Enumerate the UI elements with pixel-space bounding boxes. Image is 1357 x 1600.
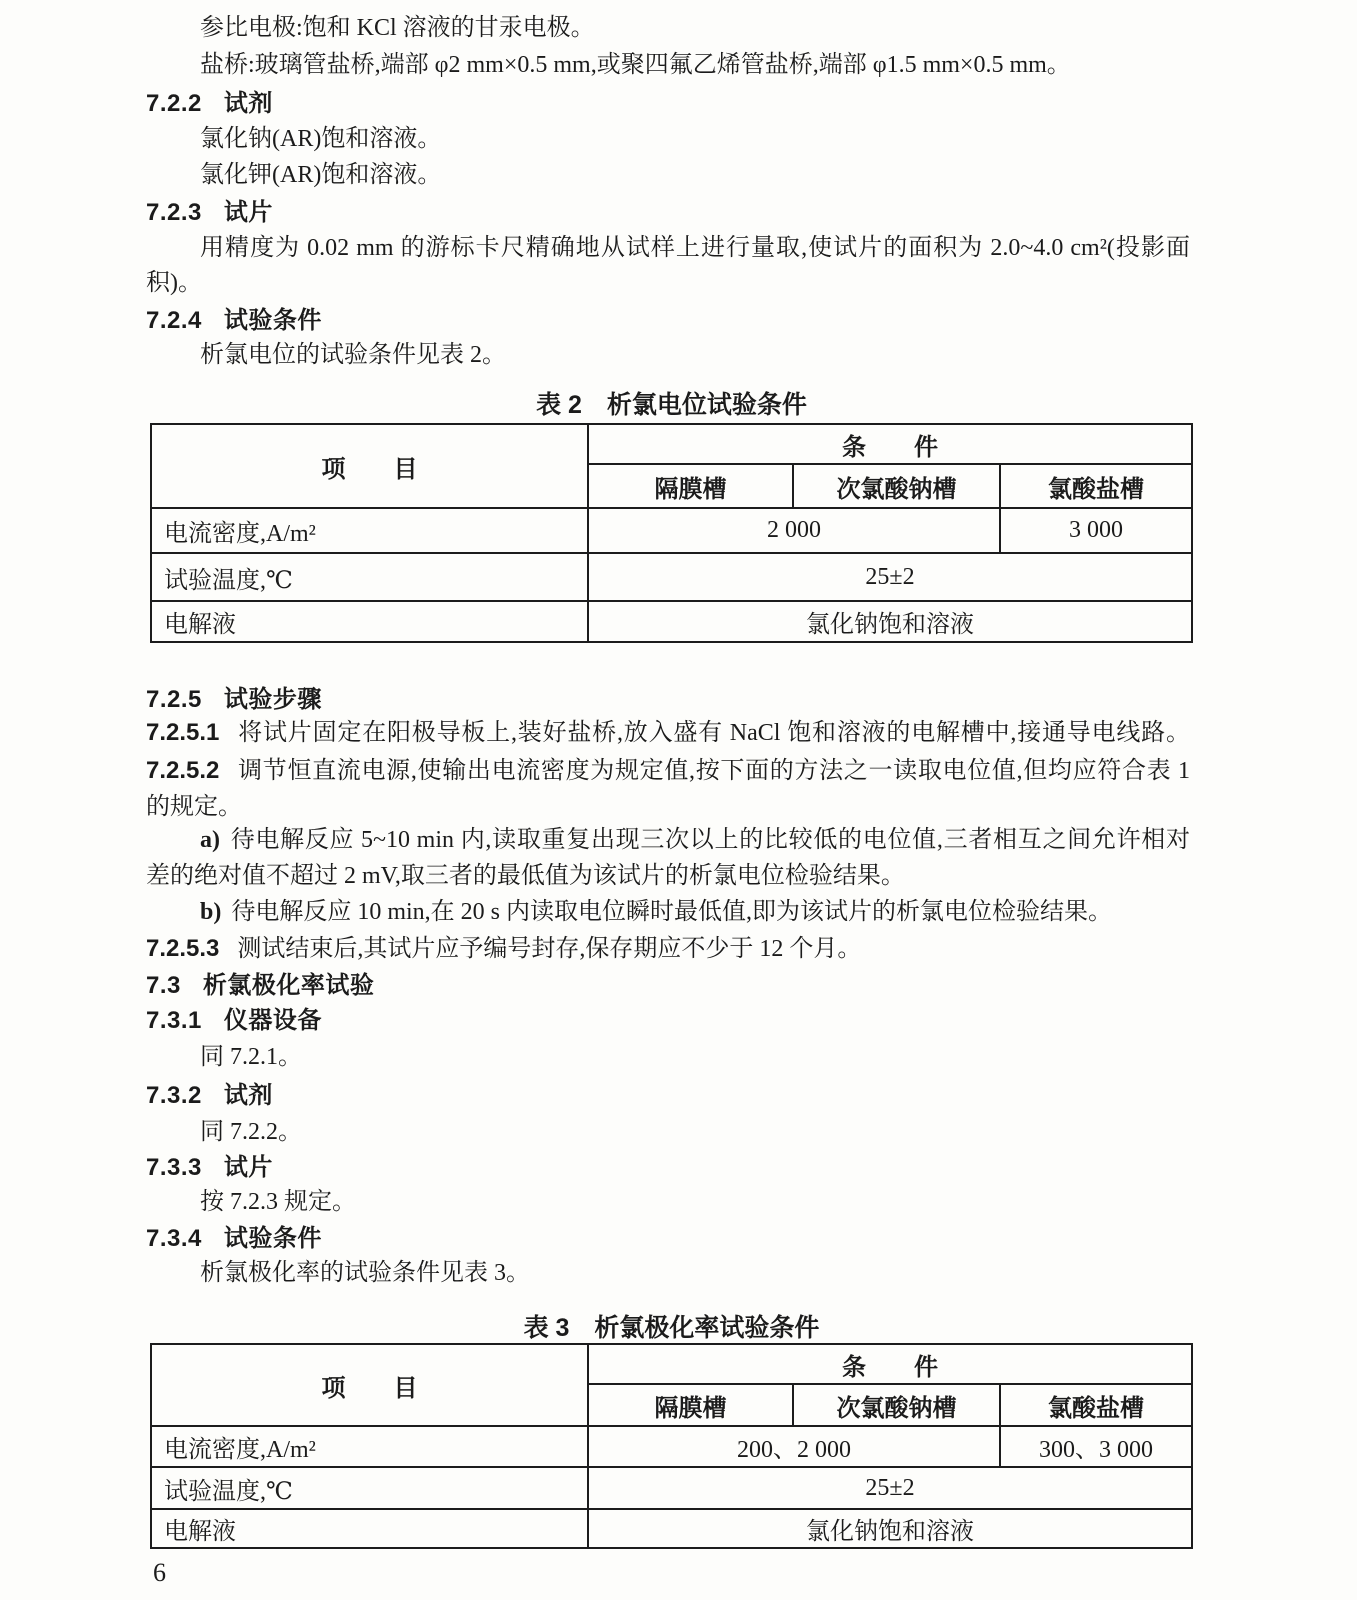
table2-subheader-hypochlorite-cell: 次氯酸钠槽 — [794, 465, 1001, 507]
list-text: 待电解反应 10 min,在 20 s 内读取电位瞬时最低值,即为该试片的析氯电位检验结果。 — [231, 899, 1113, 925]
heading-7-3-2 — [146, 1080, 273, 1111]
page-number: 6 — [153, 1558, 166, 1587]
heading-title: 析氯极化率试验 — [202, 972, 375, 999]
table3-row-electrolyte-value: 氯化钠饱和溶液 — [589, 1508, 1191, 1547]
paragraph-kcl-solution: 氯化钾(AR)饱和溶液。 — [200, 162, 442, 188]
table3-row-temperature-label: 试验温度,℃ — [152, 1466, 589, 1508]
table3-header-condition: 条 件 — [589, 1345, 1191, 1385]
heading-7-2-3 — [146, 197, 273, 228]
table2-row-current-density-value: 2 000 — [589, 507, 1001, 552]
table2-header-condition: 条 件 — [589, 425, 1191, 465]
heading-title: 试验条件 — [223, 1225, 322, 1252]
paragraph-salt-bridge: 盐桥:玻璃管盐桥,端部 φ2 mm×0.5 mm,或聚四氟乙烯管盐桥,端部 φ1.5 mm×0.5 mm。 — [200, 52, 1071, 78]
table2 — [150, 423, 1193, 643]
table3-subheader-hypochlorite-cell: 次氯酸钠槽 — [794, 1385, 1001, 1425]
heading-7-3-3 — [146, 1152, 273, 1183]
heading-number: 7.2.2 — [146, 90, 202, 117]
heading-number: 7.2.4 — [146, 307, 202, 334]
list-marker: b) — [200, 899, 222, 925]
list-item-a-line2: 差的绝对值不超过 2 mV,取三者的最低值为该试片的析氯电位检验结果。 — [146, 863, 905, 889]
paragraph-same-as-7-2-1: 同 7.2.1。 — [200, 1044, 302, 1070]
clause-text: 测试结束后,其试片应予编号封存,保存期应不少于 12 个月。 — [237, 936, 862, 962]
clause-number: 7.2.5.2 — [146, 757, 220, 784]
table2-row-electrolyte-label: 电解液 — [152, 600, 589, 641]
table3-header-item: 项 目 — [152, 1345, 589, 1425]
paragraph-reference-electrode: 参比电极:饱和 KCl 溶液的甘汞电极。 — [200, 15, 595, 41]
table2-row-temperature-label: 试验温度,℃ — [152, 552, 589, 600]
table3 — [150, 1343, 1193, 1549]
paragraph-7-2-5-2-line2: 的规定。 — [146, 794, 242, 820]
list-item-b — [200, 897, 1112, 928]
heading-number: 7.3.1 — [146, 1007, 202, 1034]
heading-7-3-4 — [146, 1223, 322, 1254]
paragraph-see-table2: 析氯电位的试验条件见表 2。 — [200, 342, 506, 368]
table2-header-item: 项 目 — [152, 425, 589, 507]
heading-7-2-5 — [146, 684, 322, 715]
heading-number: 7.3.3 — [146, 1154, 202, 1181]
list-item-a-line1 — [200, 825, 1190, 856]
clause-number: 7.2.5.1 — [146, 719, 220, 746]
table2-row-current-density-chlorate-value: 3 000 — [1001, 507, 1191, 552]
table2-subheader-chlorate-cell: 氯酸盐槽 — [1048, 475, 1144, 503]
paragraph-specimen-line2: 积)。 — [146, 270, 202, 296]
heading-title: 试剂 — [223, 1082, 273, 1109]
heading-number: 7.2.5 — [146, 686, 202, 713]
paragraph-7-2-5-1 — [146, 717, 1190, 749]
table3-row-electrolyte-label: 电解液 — [152, 1508, 589, 1547]
heading-7-2-2 — [146, 88, 273, 119]
table2-row-temperature-value: 25±2 — [589, 552, 1191, 600]
heading-number: 7.3.4 — [146, 1225, 202, 1252]
paragraph-nacl-solution: 氯化钠(AR)饱和溶液。 — [200, 126, 442, 152]
heading-title: 仪器设备 — [223, 1007, 322, 1034]
table3-row-temperature-value: 25±2 — [589, 1466, 1191, 1508]
paragraph-see-table3: 析氯极化率的试验条件见表 3。 — [200, 1260, 530, 1286]
paragraph-specimen-line1: 用精度为 0.02 mm 的游标卡尺精确地从试样上进行量取,使试片的面积为 2.0~4.0 cm²(投影面 — [200, 235, 1190, 261]
table3-row-current-density-value: 200、2 000 — [589, 1425, 1001, 1466]
paragraph-7-2-5-2-line1 — [146, 755, 1190, 787]
heading-title: 试验条件 — [223, 307, 322, 334]
clause-text: 调节恒直流电源,使输出电流密度为规定值,按下面的方法之一读取电位值,但均应符合表 1 — [237, 758, 1190, 784]
table2-caption: 表 2 析氯电位试验条件 — [536, 391, 807, 419]
paragraph-7-2-5-3 — [146, 933, 861, 965]
table3-subheader-diaphragm-cell: 隔膜槽 — [589, 1385, 794, 1425]
table3-row-current-density-label: 电流密度,A/m² — [152, 1425, 589, 1466]
list-text: 待电解反应 5~10 min 内,读取重复出现三次以上的比较低的电位值,三者相互之间允许相对 — [230, 827, 1190, 853]
table3-row-current-density-chlorate-value: 300、3 000 — [1001, 1425, 1191, 1466]
paragraph-same-as-7-2-2: 同 7.2.2。 — [200, 1119, 302, 1145]
list-marker: a) — [200, 827, 220, 853]
table3-subheader-chlorate-cell: 氯酸盐槽 — [1048, 1394, 1144, 1422]
heading-number: 7.2.3 — [146, 199, 202, 226]
table2-row-electrolyte-value: 氯化钠饱和溶液 — [589, 600, 1191, 641]
clause-number: 7.2.5.3 — [146, 935, 220, 962]
table2-subheader-diaphragm-cell: 隔膜槽 — [589, 465, 794, 507]
heading-7-3 — [146, 970, 374, 1001]
heading-title: 试片 — [223, 1154, 273, 1181]
table3-caption: 表 3 析氯极化率试验条件 — [523, 1314, 820, 1342]
heading-title: 试剂 — [223, 90, 273, 117]
heading-title: 试验步骤 — [223, 686, 322, 713]
heading-number: 7.3.2 — [146, 1082, 202, 1109]
heading-number: 7.3 — [146, 972, 181, 999]
clause-text: 将试片固定在阳极导板上,装好盐桥,放入盛有 NaCl 饱和溶液的电解槽中,接通导电线路。 — [237, 720, 1190, 746]
table2-row-current-density-label: 电流密度,A/m² — [152, 507, 589, 552]
heading-7-3-1 — [146, 1005, 322, 1036]
paragraph-per-7-2-3: 按 7.2.3 规定。 — [200, 1189, 356, 1215]
heading-title: 试片 — [223, 199, 273, 226]
heading-7-2-4 — [146, 305, 322, 336]
